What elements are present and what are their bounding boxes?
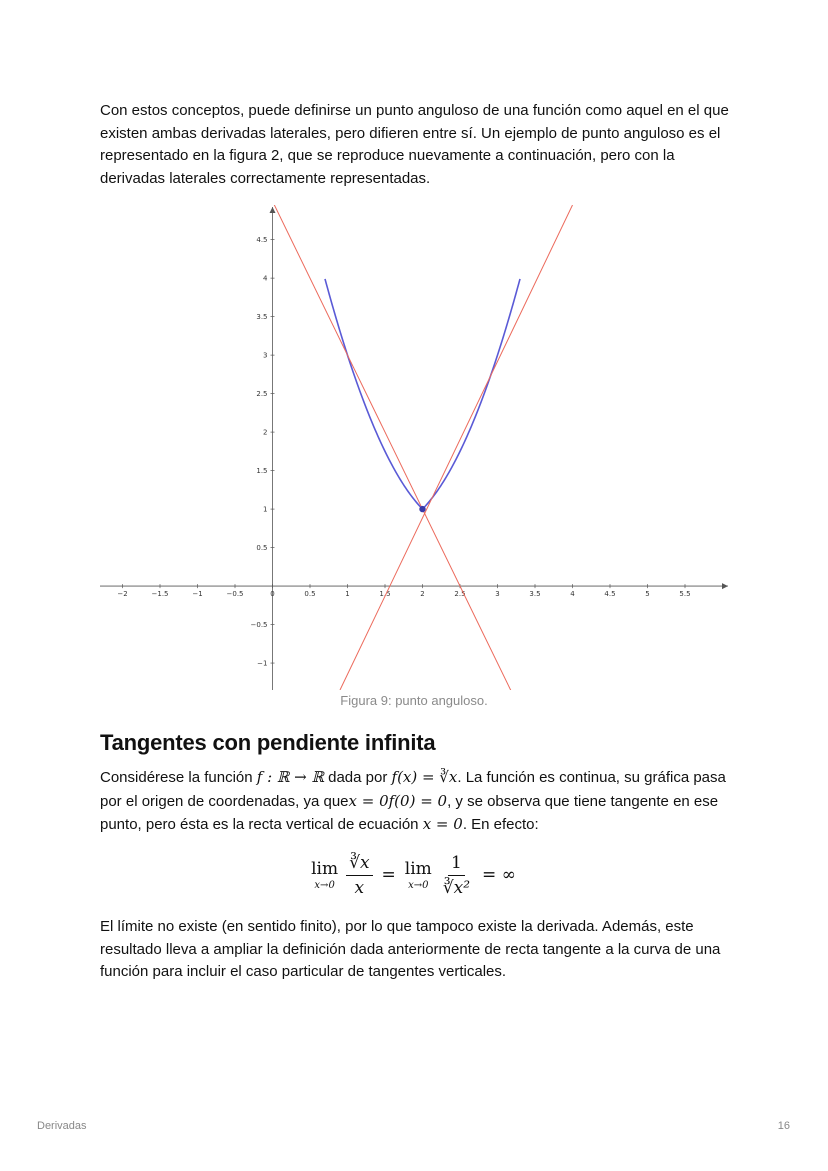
tangent-left-line [273, 205, 517, 690]
y-tick-label: −0.5 [250, 621, 268, 630]
x-tick-label: −2 [117, 590, 128, 599]
y-tick-label: 3 [263, 351, 268, 360]
x-tick-label: −0.5 [226, 590, 244, 599]
fraction-2: $\frac{1}{\text{∛x²}}$ [442, 852, 471, 898]
x-tick-label: 0 [270, 590, 275, 599]
y-tick-label: 1 [263, 505, 268, 514]
y-tick-label: 4 [263, 274, 268, 283]
tangent-right-line [340, 205, 573, 690]
x-tick-label: 1 [345, 590, 350, 599]
y-tick-label: 1.5 [256, 467, 268, 476]
function-paragraph: Considérese la función f : ℝ → ℝ dada por f(x) = ∛x. La función es continua, su gráfica pasa por el origen de coordenadas, ya quex = 0f(0) = 0, y se observa que tiene tangente en ese punto, pero ésta es la recta vertical de ecuación x = 0. En efecto: [100, 768, 726, 833]
y-tick-label: 2 [263, 428, 268, 437]
angular-point-figure [100, 205, 730, 690]
x-tick-label: 1.5 [379, 590, 391, 599]
figure-caption: Figura 9: punto anguloso. [340, 693, 488, 708]
y-axis-arrow [270, 207, 276, 213]
x-tick-label: 2 [420, 590, 425, 599]
chart [100, 205, 730, 690]
page-number: 16 [777, 1120, 790, 1132]
limit-operator: lim x→0 [311, 859, 339, 891]
x-tick-label: −1.5 [151, 590, 169, 599]
footer-title: Derivadas [37, 1120, 87, 1132]
x-axis-arrow [722, 583, 728, 589]
y-tick-label: −1 [257, 659, 268, 668]
x-tick-label: 5.5 [679, 590, 691, 599]
x-tick-label: 4 [570, 590, 575, 599]
conclusion-paragraph: El límite no existe (en sentido finito), por lo que tampoco existe la derivada. Además, este resultado lleva a ampliar la definición dada anteriormente de recta tangente a la curva de una función para incluir el caso particular de tangentes verticales. [100, 918, 721, 980]
limit-formula [0, 850, 828, 900]
x-tick-label: 3 [495, 590, 500, 599]
x-tick-label: 4.5 [604, 590, 616, 599]
limit-result: = ∞ [482, 865, 516, 885]
equals-sign: = [381, 865, 396, 885]
fraction-1: $\frac{∛x}{x}$ [346, 853, 372, 898]
x-tick-label: −1 [192, 590, 203, 599]
y-tick-label: 3.5 [256, 313, 268, 322]
y-tick-label: 2.5 [256, 390, 268, 399]
x-tick-label: 0.5 [304, 590, 316, 599]
intro-paragraph: Con estos conceptos, puede definirse un punto anguloso de una función como aquel en el que existen ambas derivadas laterales, pero difieren entre sí. Un ejemplo de punto anguloso es el representado en la figura 2, que se reproduce nuevamente a continuación, pero con la derivadas laterales correctamente representadas. [100, 102, 729, 187]
limit-operator-2: lim x→0 [404, 859, 432, 891]
y-tick-label: 4.5 [256, 236, 268, 245]
x-tick-label: 3.5 [529, 590, 541, 599]
curve-path [325, 279, 520, 509]
y-tick-label: 0.5 [256, 544, 268, 553]
angular-point-marker [419, 506, 425, 512]
section-heading: Tangentes con pendiente infinita [100, 730, 436, 755]
x-tick-label: 5 [645, 590, 650, 599]
x-tick-label: 2.5 [454, 590, 466, 599]
